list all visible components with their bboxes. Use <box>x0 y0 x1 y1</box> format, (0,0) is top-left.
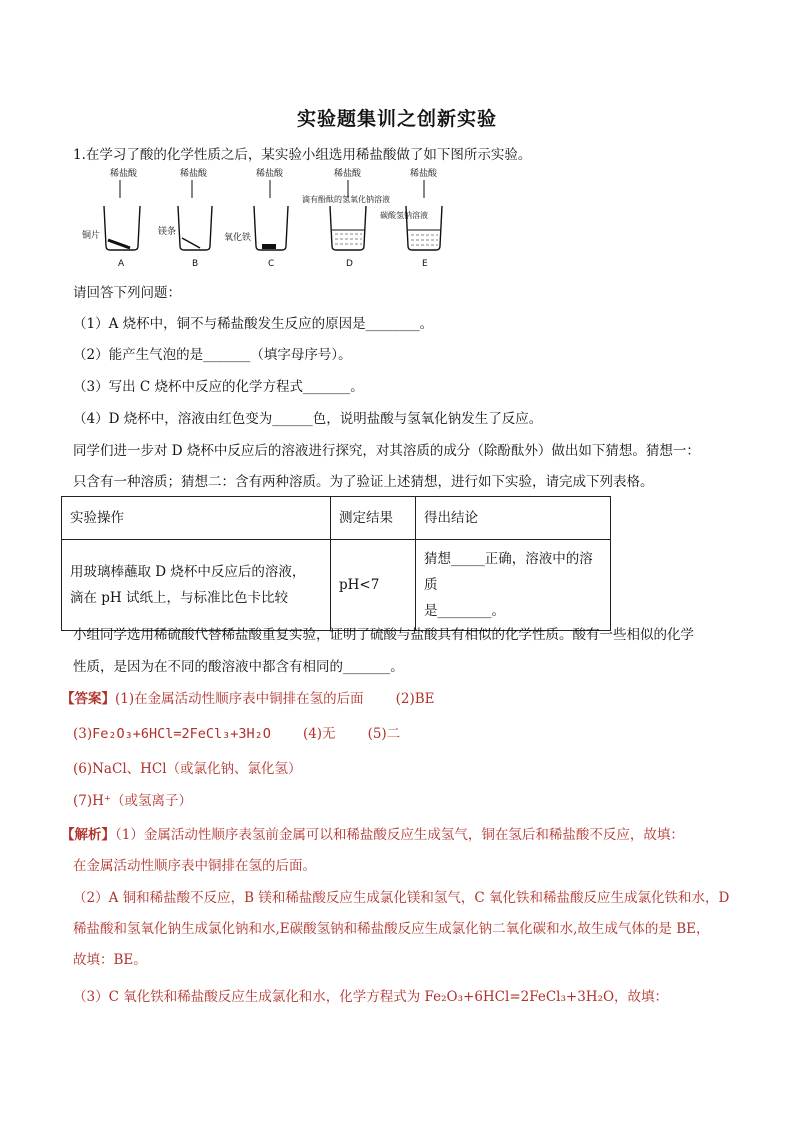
beaker-a <box>82 168 140 269</box>
answer-line-2 <box>73 725 400 743</box>
answer-4: (4)无 <box>302 726 336 742</box>
analysis-2b: 稀盐酸和氢氧化钠生成氯化钠和水,E碳酸氢钠和稀盐酸反应生成氯化钠二氧化碳和水,故生成气体的是 BE， <box>73 921 710 937</box>
answer-tag: 【答案】 <box>61 691 115 707</box>
sub-question-4: （4）D 烧杯中，溶液由红色变为______色，说明盐酸与氢氧化钠发生了反应。 <box>73 411 543 427</box>
acid-label-a: 稀盐酸 <box>110 169 138 179</box>
side-label-c: 氧化铁 <box>224 233 252 243</box>
beaker-letter-c: C <box>268 259 275 269</box>
analysis-tag: 【解析】 <box>61 827 115 843</box>
paragraph-sulfuric-2: 性质，是因为在不同的酸溶液中都含有相同的_______。 <box>73 659 404 675</box>
question-prompt: 请回答下列问题： <box>73 285 181 301</box>
cell-operation <box>62 540 331 631</box>
analysis-2a: （2）A 铜和稀盐酸不反应，B 镁和稀盐酸反应生成氯化镁和氢气，C 氧化铁和稀盐酸反应生成氯化铁和水，D <box>73 890 730 906</box>
operation-line-1: 用玻璃棒蘸取 D 烧杯中反应后的溶液， <box>70 564 306 580</box>
side-label-b: 镁条 <box>158 227 177 237</box>
beaker-letter-e: E <box>422 259 428 269</box>
beaker-d <box>302 168 390 269</box>
analysis-3: （3）C 氧化铁和稀盐酸反应生成氯化和水，化学方程式为 Fe₂O₃+6HCl=2FeCl₃+3H₂O，故填： <box>73 989 669 1005</box>
sub-question-3: （3）写出 C 烧杯中反应的化学方程式_______。 <box>73 379 364 395</box>
page-title: 实验题集训之创新实验 <box>296 108 497 130</box>
acid-label-b: 稀盐酸 <box>180 169 208 179</box>
answer-6: (6)NaCl、HCl（或氯化钠、氯化氢） <box>73 761 302 777</box>
table-row <box>62 540 611 631</box>
cell-result: pH<7 <box>331 540 416 631</box>
side-label-d: 滴有酚酞的氢氧化钠溶液 <box>302 195 390 204</box>
beaker-e <box>380 168 442 269</box>
question-1-intro: 1.在学习了酸的化学性质之后，某实验小组选用稀盐酸做了如下图所示实验。 <box>73 147 532 163</box>
sub-question-1: （1）A 烧杯中，铜不与稀盐酸发生反应的原因是________。 <box>73 316 434 332</box>
header-operation: 实验操作 <box>62 497 331 540</box>
acid-label-e: 稀盐酸 <box>410 169 438 179</box>
answer-line-1 <box>61 690 435 708</box>
paragraph-sulfuric-1: 小组同学选用稀硫酸代替稀盐酸重复实验，证明了硫酸与盐酸具有相似的化学性质。酸有一些相似的化学 <box>73 627 694 643</box>
analysis-line-1 <box>61 826 684 844</box>
answer-2: (2)BE <box>395 691 435 707</box>
conclusion-line-2: 是________。 <box>424 603 505 619</box>
cell-conclusion <box>416 540 611 631</box>
side-label-a: 铜片 <box>82 231 101 241</box>
beaker-c <box>224 168 288 269</box>
beaker-letter-d: D <box>346 259 353 269</box>
paragraph-hypothesis-1: 同学们进一步对 D 烧杯中反应后的溶液进行探究，对其溶质的成分（除酚酞外）做出如下猜想。猜想一： <box>73 443 700 459</box>
beaker-letter-a: A <box>118 259 125 269</box>
acid-label-d: 稀盐酸 <box>334 169 362 179</box>
analysis-2c: 故填：BE。 <box>73 952 147 968</box>
side-label-e: 碳酸氢钠溶液 <box>380 211 428 220</box>
answer-5: (5)二 <box>367 726 401 742</box>
answer-3-formula: Fe₂O₃+6HCl=2FeCl₃+3H₂O <box>92 726 271 742</box>
paragraph-hypothesis-2: 只含有一种溶质；猜想二：含有两种溶质。为了验证上述猜想，进行如下实验，请完成下列表格。 <box>73 474 654 490</box>
conclusion-line-1: 猜想_____正确，溶液中的溶质 <box>424 551 593 593</box>
answer-1: (1)在金属活动性顺序表中铜排在氢的后面 <box>115 691 364 707</box>
answer-7: (7)H⁺（或氢离子） <box>73 793 193 809</box>
experiment-table <box>61 496 611 631</box>
analysis-1b: 在金属活动性顺序表中铜排在氢的后面。 <box>73 858 316 874</box>
beaker-b <box>158 168 212 269</box>
header-conclusion: 得出结论 <box>416 497 611 540</box>
beaker-experiment-figure <box>80 168 460 276</box>
analysis-1a: （1）金属活动性顺序表氢前金属可以和稀盐酸反应生成氢气，铜在氢后和稀盐酸不反应，故填： <box>115 827 684 843</box>
sub-question-2: （2）能产生气泡的是_______（填字母序号）。 <box>73 347 352 363</box>
header-result: 测定结果 <box>331 497 416 540</box>
beaker-letter-b: B <box>192 259 199 269</box>
answer-3-prefix: (3) <box>73 726 93 742</box>
operation-line-2: 滴在 pH 试纸上，与标准比色卡比较 <box>70 590 288 606</box>
acid-label-c: 稀盐酸 <box>256 169 284 179</box>
table-header-row <box>62 497 611 540</box>
